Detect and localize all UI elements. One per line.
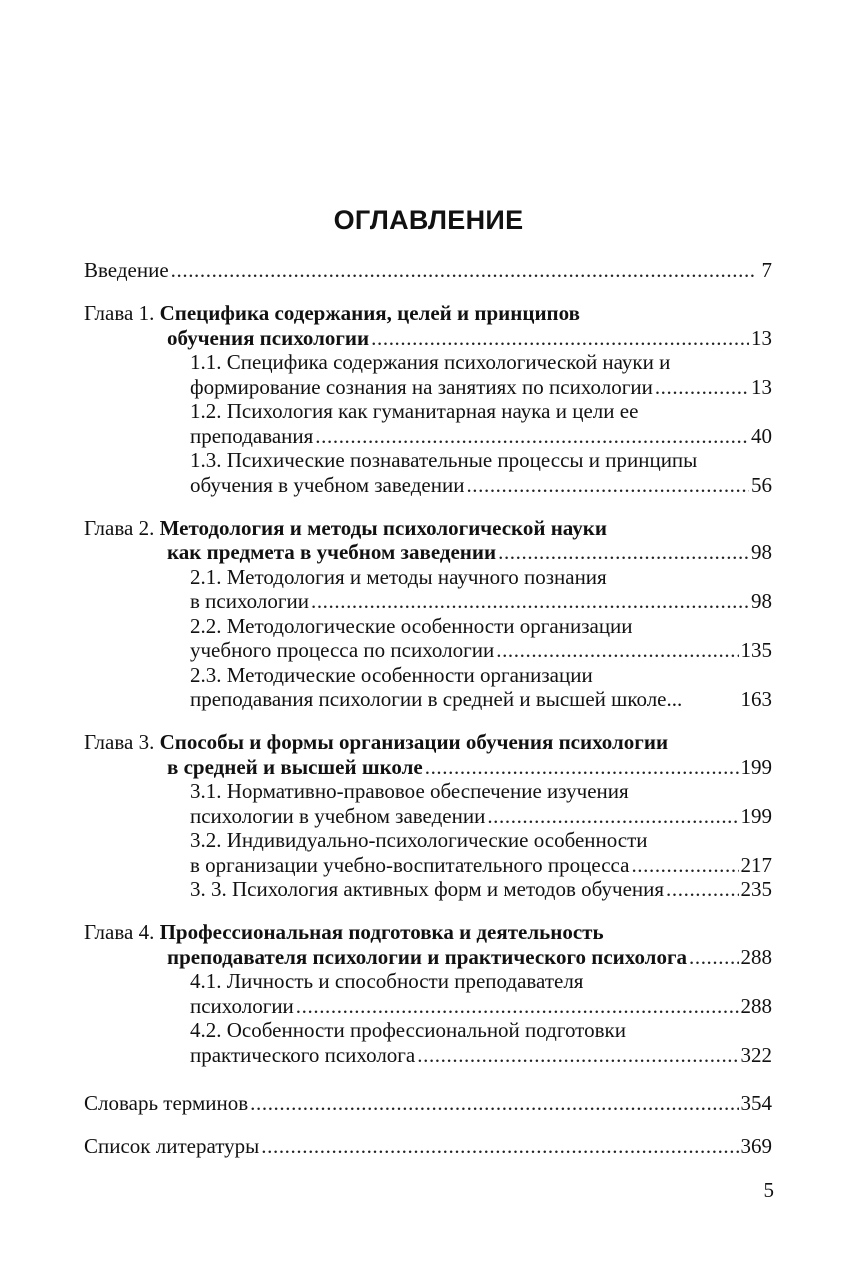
entry-page: 322	[740, 1042, 772, 1067]
chapter-prefix: Глава 2.	[84, 515, 155, 540]
entry-page: 13	[751, 325, 772, 350]
dot-leader	[496, 638, 738, 663]
entry-page: 135	[740, 638, 772, 662]
section-title: психологии в учебном заведении	[190, 803, 486, 828]
section-title: 1.1. Специфика содержания психологической науки и	[190, 350, 671, 374]
chapter-prefix: Глава 1.	[84, 301, 155, 325]
page-number: 5	[763, 1178, 774, 1202]
dot-leader	[315, 424, 749, 449]
section-title: 2.1. Методология и методы научного познания	[190, 564, 607, 589]
dot-leader	[631, 853, 738, 878]
section-title: в организации учебно-воспитательного процесса	[190, 852, 630, 877]
entry-page: 98	[751, 589, 772, 613]
section-title: 1.3. Психические познавательные процессы и принципы	[190, 448, 698, 472]
section-title: 3. 3. Психология активных форм и методов обучения	[190, 877, 665, 901]
entry-page: 235	[740, 877, 772, 901]
chapter-title: Способы и формы организации обучения психологии	[159, 730, 669, 754]
section-title: 2.2. Методологические особенности организации	[190, 613, 633, 638]
section-entry-cont[interactable]	[84, 638, 772, 663]
dot-leader	[296, 994, 739, 1019]
dot-leader	[425, 755, 739, 780]
dot-leader	[655, 375, 749, 400]
section-entry-cont[interactable]	[84, 375, 772, 400]
section-entry[interactable]	[84, 877, 772, 902]
section-title: психологии	[190, 993, 294, 1018]
chapter-heading-cont[interactable]	[84, 755, 772, 780]
chapter-heading-cont[interactable]	[84, 540, 772, 565]
entry-page: 56	[751, 472, 772, 497]
entry-page: 13	[751, 374, 772, 399]
chapter-title: в средней и высшей школе	[167, 754, 423, 779]
entry-page: 199	[740, 754, 772, 779]
entry-page: 354	[740, 1091, 772, 1115]
section-entry[interactable]	[84, 1018, 772, 1043]
section-title: 1.2. Психология как гуманитарная наука и цели ее	[190, 399, 639, 423]
section-entry[interactable]	[84, 565, 772, 590]
section-title: преподавания психологии в средней и высшей школе...	[190, 687, 683, 711]
chapter-title: Методология и методы психологической науки	[159, 515, 607, 540]
dot-leader	[171, 258, 756, 283]
section-title: в психологии	[190, 589, 309, 613]
chapter-heading[interactable]	[84, 730, 772, 755]
section-entry[interactable]	[84, 969, 772, 994]
section-title: учебного процесса по психологии	[190, 638, 495, 662]
toc-entry-bibliography[interactable]	[84, 1134, 772, 1159]
section-entry-cont[interactable]	[84, 687, 772, 712]
section-title: 3.2. Индивидуально-психологические особенности	[190, 828, 648, 852]
section-title: обучения в учебном заведении	[190, 472, 465, 497]
entry-page: 98	[751, 540, 772, 564]
section-entry-cont[interactable]	[84, 1043, 772, 1068]
chapter-title: как предмета в учебном заведении	[167, 540, 497, 564]
toc-entry-glossary[interactable]	[84, 1091, 772, 1116]
dot-leader	[666, 877, 738, 902]
section-entry[interactable]	[84, 350, 772, 375]
entry-label: Список литературы	[84, 1133, 260, 1158]
dot-leader	[417, 1043, 738, 1068]
dot-leader	[689, 945, 739, 970]
entry-page: 288	[740, 944, 772, 969]
section-title: 3.1. Нормативно-правовое обеспечение изучения	[190, 779, 629, 803]
chapter-heading-cont[interactable]	[84, 326, 772, 351]
section-entry-cont[interactable]	[84, 853, 772, 878]
entry-label: Словарь терминов	[84, 1091, 249, 1115]
section-entry-cont[interactable]	[84, 589, 772, 614]
dot-leader	[311, 589, 749, 614]
section-entry-cont[interactable]	[84, 424, 772, 449]
section-entry[interactable]	[84, 663, 772, 688]
chapter-title: преподавателя психологии и практического психолога	[167, 944, 687, 969]
chapter-heading[interactable]	[84, 516, 772, 541]
chapter-heading[interactable]	[84, 920, 772, 945]
chapter-prefix: Глава 3.	[84, 730, 155, 754]
section-title: 4.1. Личность и способности преподавателя	[190, 969, 584, 993]
table-of-contents	[84, 258, 772, 1158]
chapter-title: Профессиональная подготовка и деятельность	[159, 920, 604, 944]
section-entry[interactable]	[84, 779, 772, 804]
entry-page: 40	[751, 423, 772, 448]
dot-leader	[487, 804, 738, 829]
dot-leader	[250, 1091, 738, 1116]
entry-page: 199	[740, 803, 772, 828]
section-title: 2.3. Методические особенности организации	[190, 662, 593, 687]
section-title: преподавания	[190, 423, 314, 448]
section-entry-cont[interactable]	[84, 473, 772, 498]
section-entry[interactable]	[84, 614, 772, 639]
entry-page: 7	[761, 258, 772, 282]
section-entry[interactable]	[84, 399, 772, 424]
section-entry[interactable]	[84, 828, 772, 853]
toc-entry-intro[interactable]	[84, 258, 772, 283]
entry-page: 288	[740, 993, 772, 1018]
section-title: 4.2. Особенности профессиональной подготовки	[190, 1018, 626, 1042]
dot-leader	[466, 473, 749, 498]
dot-leader	[261, 1134, 738, 1159]
chapter-prefix: Глава 4.	[84, 920, 155, 944]
page-title: ОГЛАВЛЕНИЕ	[333, 205, 524, 235]
chapter-heading[interactable]	[84, 301, 772, 326]
entry-page: 217	[740, 852, 772, 877]
chapter-title: обучения психологии	[167, 325, 370, 350]
entry-page: 369	[740, 1133, 772, 1158]
dot-leader	[371, 326, 749, 351]
entry-label: Введение	[84, 258, 169, 282]
section-entry-cont[interactable]	[84, 804, 772, 829]
chapter-title: Специфика содержания, целей и принципов	[159, 301, 580, 325]
section-entry-cont[interactable]	[84, 994, 772, 1019]
entry-page: 163	[740, 687, 772, 711]
dot-leader	[498, 540, 749, 565]
chapter-heading-cont[interactable]	[84, 945, 772, 970]
section-title: формирование сознания на занятиях по психологии	[190, 374, 653, 399]
section-entry[interactable]	[84, 448, 772, 473]
section-title: практического психолога	[190, 1042, 416, 1067]
